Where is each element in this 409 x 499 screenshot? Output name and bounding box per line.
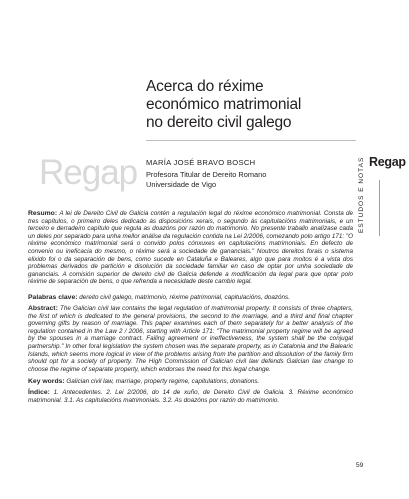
- affiliation-position: Profesora Titular de Dereito Romano: [146, 170, 267, 179]
- title-divider: [146, 140, 356, 141]
- indice-paragraph: [28, 389, 353, 404]
- article-title-line-2: económico matrimonial: [146, 96, 302, 113]
- palabras-clave-text: dereito civil galego, matrimonio, réxime patrimonial, capitulacións, doazóns.: [79, 294, 290, 301]
- resumo-label: Resumo:: [28, 210, 58, 217]
- author-name: MARÍA JOSÉ BRAVO BOSCH: [146, 158, 256, 167]
- keywords-label: Key words:: [28, 378, 65, 385]
- keywords-text: Galician civil law, marriage, property regime, capitulations, donations.: [66, 378, 260, 385]
- article-title: [146, 78, 346, 132]
- indice-label: Índice:: [28, 389, 50, 396]
- indice-text: 1. Antecedentes. 2. Lei 2/2006, do 14 de xuño, de Dereito Civil de Galicia. 3. Réxime económico matrimonial. 3.1. As capitulacións matrimoniais. 3.2. As doazóns por razón do matrimonio.: [28, 389, 354, 404]
- keywords-paragraph: [28, 378, 353, 386]
- article-title-line-3: no dereito civil galego: [146, 114, 292, 131]
- regap-watermark-logo: Regap: [39, 153, 138, 192]
- page-number: 59: [356, 462, 364, 469]
- resumo-text: A lei de Dereito Civil de Galicia contén a regulación legal do réxime económico matrimonial. Consta de tres capítulos, o primeiro deles dedicado ás disposicións xerais, o segundo ás capitulacións matrimoniais, e un terceiro e derradeiro capítulo que regula as doazóns por razón do matrimonio. No presente traballo analízase cada un deles por separado para unha mellor análise da regulación contida na Lei 2/2006, comezando polo artigo 171: "O réxime económico matrimonial será o convido polos cónxuxes en capitulacións matrimoniais. En defecto de convenio ou ineficacia do mesmo, o réxime será a sociedade de gananciais." Noutros dereitos forais o sistema elixido foi o da separación de bens, como sucede en Cataluña e Baleares, algo que para moitos é a vista dos problemas derivados de partición e disolución da sociedade familiar en caso de optar por unha sociedade de gananciais. A comisión superior de dereito civil de Galicia defende a modificación da legal para que optar polo réxime de separación de bens, o que refrenda a necesidade deste cambio legal.: [28, 210, 353, 286]
- palabras-clave-label: Palabras clave:: [28, 294, 78, 301]
- palabras-clave-paragraph: [28, 294, 353, 302]
- abstract-label: Abstract:: [28, 305, 58, 312]
- abstract-text: The Galician civil law contains the legal regulation of matrimonial property. It consists of three chapters, the first of which is dedicated to the general provisions, the second to the marriage, and a third and final chapter governing gifts by reason of marriage. This paper examines each of them separately for a better analysis of the regulation contained in the Law 2 / 2006, starting with Article 171: "The matrimonial property regime will be agreed by the spouses in a marriage contract. Failing agreement or ineffectiveness, the system shall be the conjugal partnership." In other foral legislation the system chosen was the separate property, as in Catalonia and the Balearic Islands, which seems more logical in view of the problems arising from the partition and dissolution of the family firm should opt for a society of property. The High Commission of Galician civil law defends Galician law change to choose the regime of separate property, which endorses the need for this legal change.: [28, 305, 354, 373]
- section-label: ESTUDOS E NOTAS: [358, 156, 365, 233]
- article-title-line-1: Acerca do réxime: [146, 78, 264, 95]
- abstract-paragraph: [28, 305, 353, 373]
- affiliation-institution: Universidade de Vigo: [146, 179, 217, 189]
- regap-logo: Regap: [369, 155, 406, 169]
- author-affiliation: [146, 170, 266, 189]
- resumo-paragraph: [28, 210, 353, 286]
- section-divider-line: [379, 180, 380, 236]
